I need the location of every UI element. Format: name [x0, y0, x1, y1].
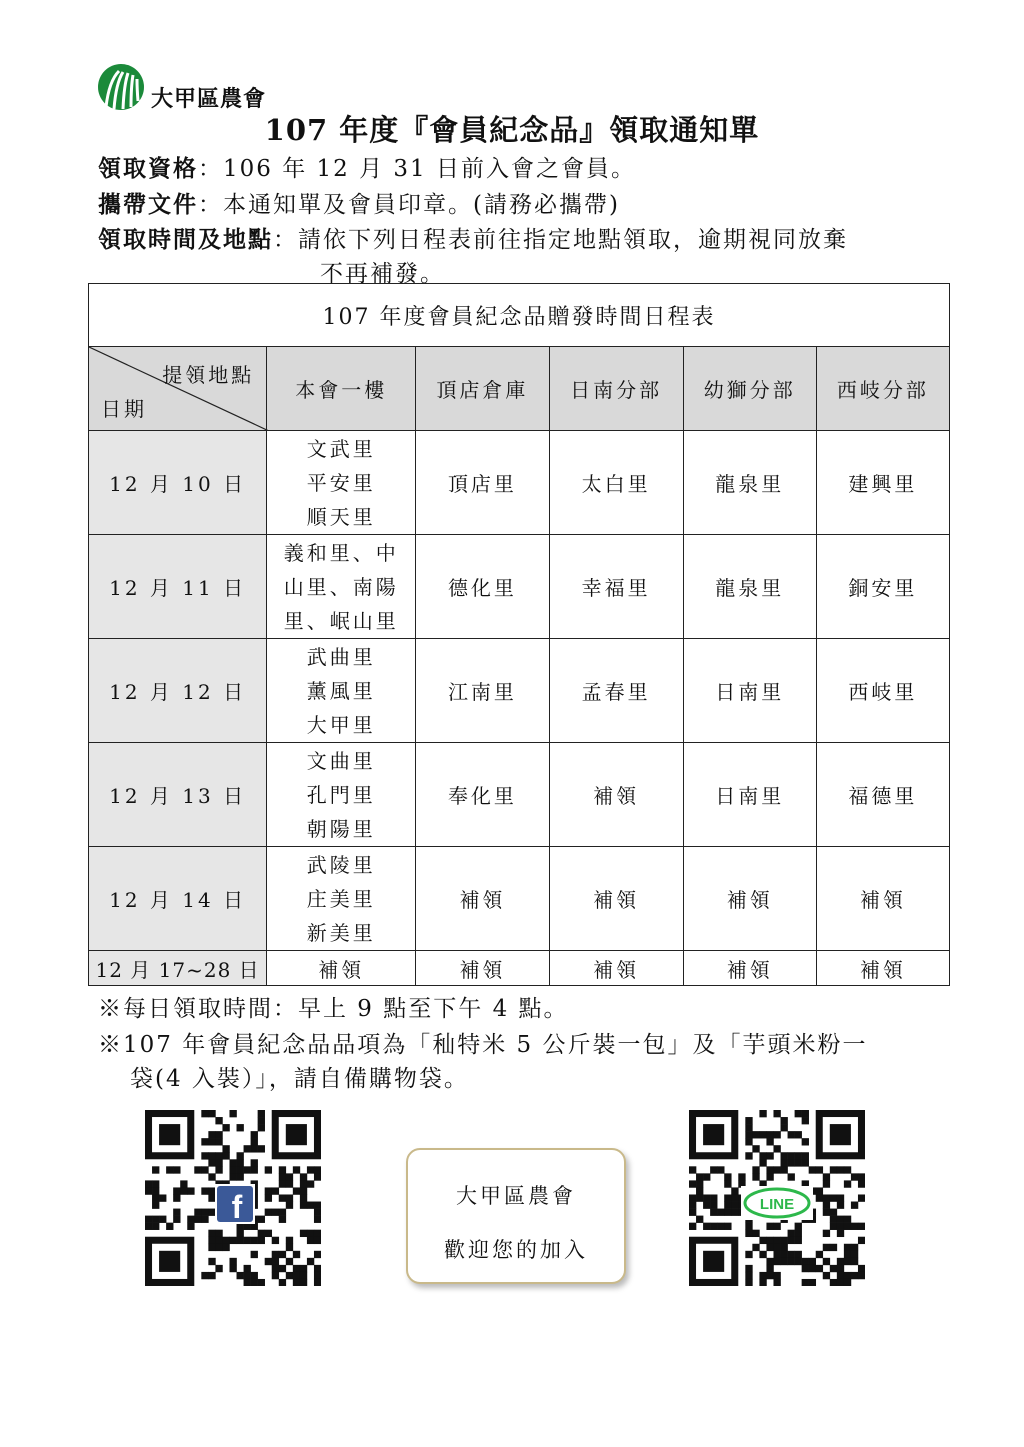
village-cell: 文武里 平安里 順天里	[267, 431, 416, 535]
time-place-text: ：請依下列日程表前往指定地點領取，逾期視同放棄	[273, 227, 848, 253]
date-cell: 12 月 10 日	[89, 431, 267, 535]
village-cell: 補領	[549, 951, 683, 986]
line-icon-label: LINE	[759, 1196, 795, 1213]
corner-date-label: 日期	[101, 397, 147, 421]
table-row	[89, 639, 950, 743]
village-cell: 補領	[416, 951, 549, 986]
time-place-line	[98, 221, 848, 254]
time-place-line-2: 不再補發。	[320, 261, 445, 287]
welcome-card	[406, 1148, 626, 1284]
village-cell: 銅安里	[816, 535, 949, 639]
schedule-table	[88, 283, 950, 986]
village-cell: 補領	[816, 951, 949, 986]
village-cell: 武曲里 薰風里 大甲里	[267, 639, 416, 743]
table-row	[89, 847, 950, 951]
org-logo	[97, 60, 266, 113]
village-cell: 補領	[549, 743, 683, 847]
page-title: 107 年度『會員紀念品』領取通知單	[264, 113, 760, 147]
welcome-message: 歡迎您的加入	[444, 1238, 588, 1262]
village-cell: 日南里	[683, 743, 816, 847]
village-cell: 補領	[683, 951, 816, 986]
village-cell: 武陵里 庄美里 新美里	[267, 847, 416, 951]
documents-text: ：本通知單及會員印章。(請務必攜帶)	[198, 192, 620, 218]
column-header: 頂店倉庫	[416, 347, 549, 431]
village-cell: 建興里	[816, 431, 949, 535]
village-cell: 西岐里	[816, 639, 949, 743]
village-cell: 幸福里	[549, 535, 683, 639]
village-cell: 補領	[816, 847, 949, 951]
village-cell: 頂店里	[416, 431, 549, 535]
village-cell: 太白里	[549, 431, 683, 535]
table-row	[89, 951, 950, 986]
village-cell: 福德里	[816, 743, 949, 847]
table-row	[89, 535, 950, 639]
village-cell: 龍泉里	[683, 535, 816, 639]
time-place-label: 領取時間及地點	[98, 227, 273, 253]
village-cell: 孟春里	[549, 639, 683, 743]
corner-place-label: 提領地點	[162, 363, 255, 387]
documents-label: 攜帶文件	[98, 192, 198, 218]
note-gift-items: ※107 年會員紀念品品項為「秈特米 5 公斤裝一包」及「芋頭米粉一	[98, 1032, 868, 1058]
village-cell: 德化里	[416, 535, 549, 639]
village-cell: 補領	[416, 847, 549, 951]
schedule-caption: 107 年度會員紀念品贈發時間日程表	[89, 284, 950, 347]
village-cell: 江南里	[416, 639, 549, 743]
column-header: 西岐分部	[816, 347, 949, 431]
column-header: 日南分部	[549, 347, 683, 431]
date-cell: 12 月 13 日	[89, 743, 267, 847]
village-cell: 補領	[267, 951, 416, 986]
line-qr-code[interactable]	[689, 1110, 865, 1286]
facebook-qr-code[interactable]	[145, 1110, 321, 1286]
corner-header	[89, 347, 267, 431]
date-cell: 12 月 11 日	[89, 535, 267, 639]
village-cell: 奉化里	[416, 743, 549, 847]
date-cell: 12 月 14 日	[89, 847, 267, 951]
eligibility-line	[98, 150, 636, 183]
eligibility-text: ：106 年 12 月 31 日前入會之會員。	[198, 156, 636, 182]
village-cell: 文曲里 孔門里 朝陽里	[267, 743, 416, 847]
documents-line	[98, 186, 620, 219]
date-cell: 12 月 12 日	[89, 639, 267, 743]
facebook-icon-letter: f	[231, 1189, 243, 1225]
rice-logo-icon	[97, 63, 145, 111]
eligibility-label: 領取資格	[98, 156, 198, 182]
note-pickup-time: ※每日領取時間：早上 9 點至下午 4 點。	[98, 996, 569, 1022]
org-name: 大甲區農會	[151, 87, 267, 112]
column-header: 幼獅分部	[683, 347, 816, 431]
village-cell: 補領	[683, 847, 816, 951]
welcome-org-name: 大甲區農會	[456, 1184, 576, 1208]
table-row	[89, 431, 950, 535]
table-row	[89, 743, 950, 847]
village-cell: 補領	[549, 847, 683, 951]
column-header: 本會一樓	[267, 347, 416, 431]
note-gift-items-cont: 袋(4 入裝）」，請自備購物袋。	[130, 1066, 469, 1092]
date-cell: 12 月 17~28 日	[89, 951, 267, 986]
village-cell: 龍泉里	[683, 431, 816, 535]
village-cell: 義和里、中 山里、南陽 里、岷山里	[267, 535, 416, 639]
village-cell: 日南里	[683, 639, 816, 743]
